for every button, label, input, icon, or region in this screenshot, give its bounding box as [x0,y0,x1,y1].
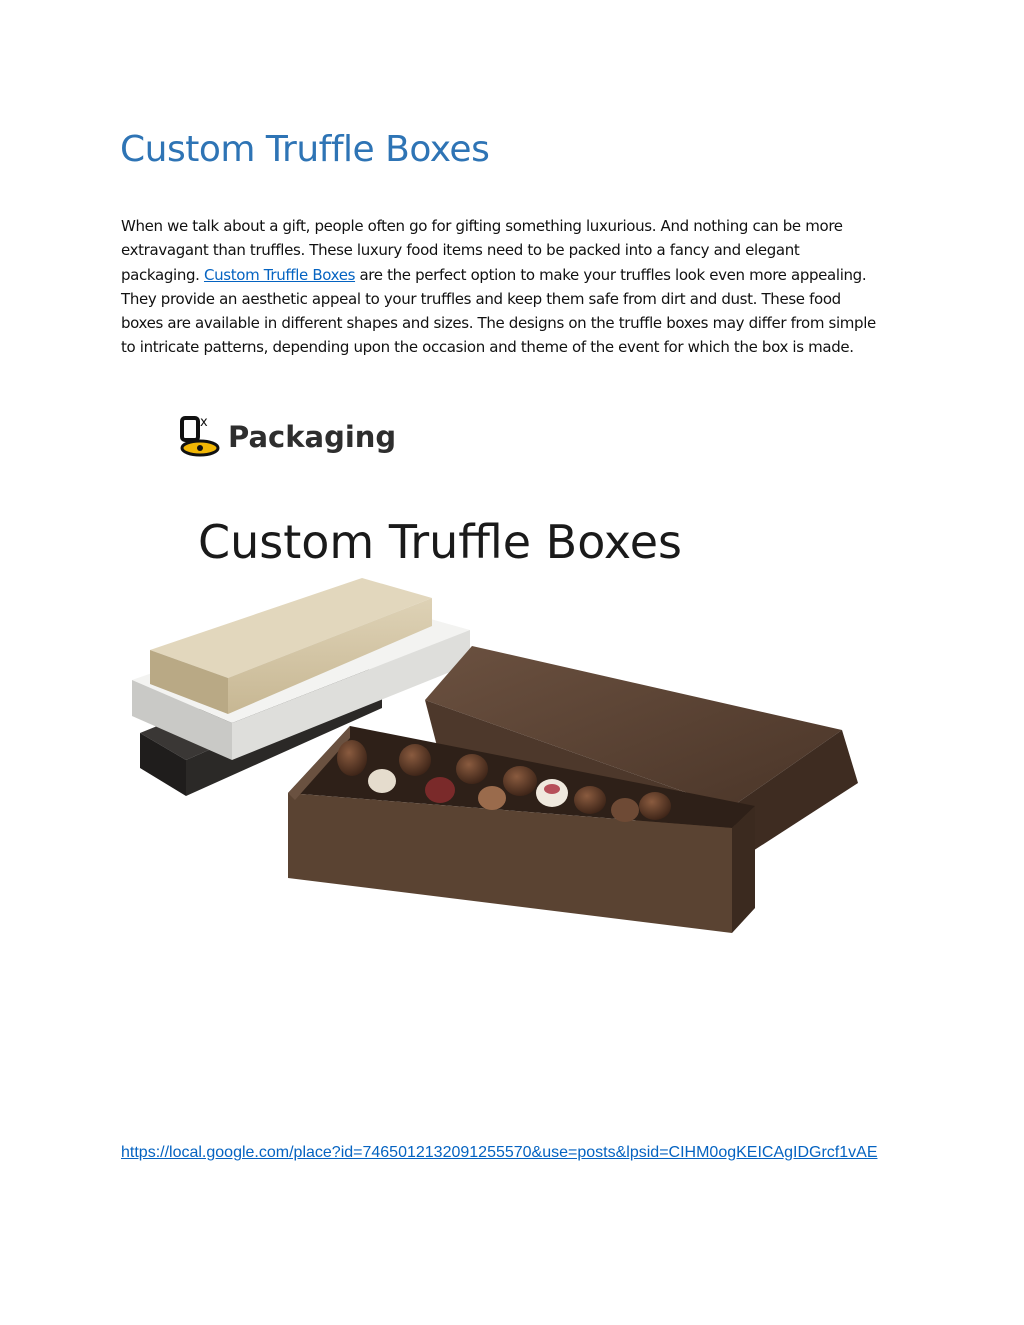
paragraph-line: to intricate patterns, depending upon the occasion and theme of the event for which the box is made. [121,338,854,357]
page-title: Custom Truffle Boxes [120,129,490,170]
paragraph-text: packaging. [121,265,204,284]
banner-title: Custom Truffle Boxes [198,515,683,569]
source-url-link[interactable]: https://local.google.com/place?id=7465012132091255570&use=posts&lpsid=CIHM0ogKEICAgIDGrcf1vAE [121,1144,878,1161]
paragraph-line-with-link [121,263,921,287]
paragraph-line: When we talk about a gift, people often go for gifting something luxurious. And nothing can be more [121,217,843,235]
custom-truffle-boxes-link[interactable]: Custom Truffle Boxes [203,265,356,284]
intro-paragraph [121,214,921,360]
product-image [120,388,910,948]
paragraph-line: boxes are available in different shapes and sizes. The designs on the truffle boxes may differ from simple [121,314,876,333]
ox-packaging-logo-icon [182,415,218,455]
paragraph-text: are the perfect option to make your truffles look even more appealing. [355,265,867,284]
brand-name: Packaging [228,420,397,454]
svg-text:x: x [200,415,208,430]
paragraph-line: extravagant than truffles. These luxury food items need to be packed into a fancy and elegant [121,241,800,260]
paragraph-line: They provide an aesthetic appeal to your truffles and keep them safe from dirt and dust. These food [121,289,841,308]
